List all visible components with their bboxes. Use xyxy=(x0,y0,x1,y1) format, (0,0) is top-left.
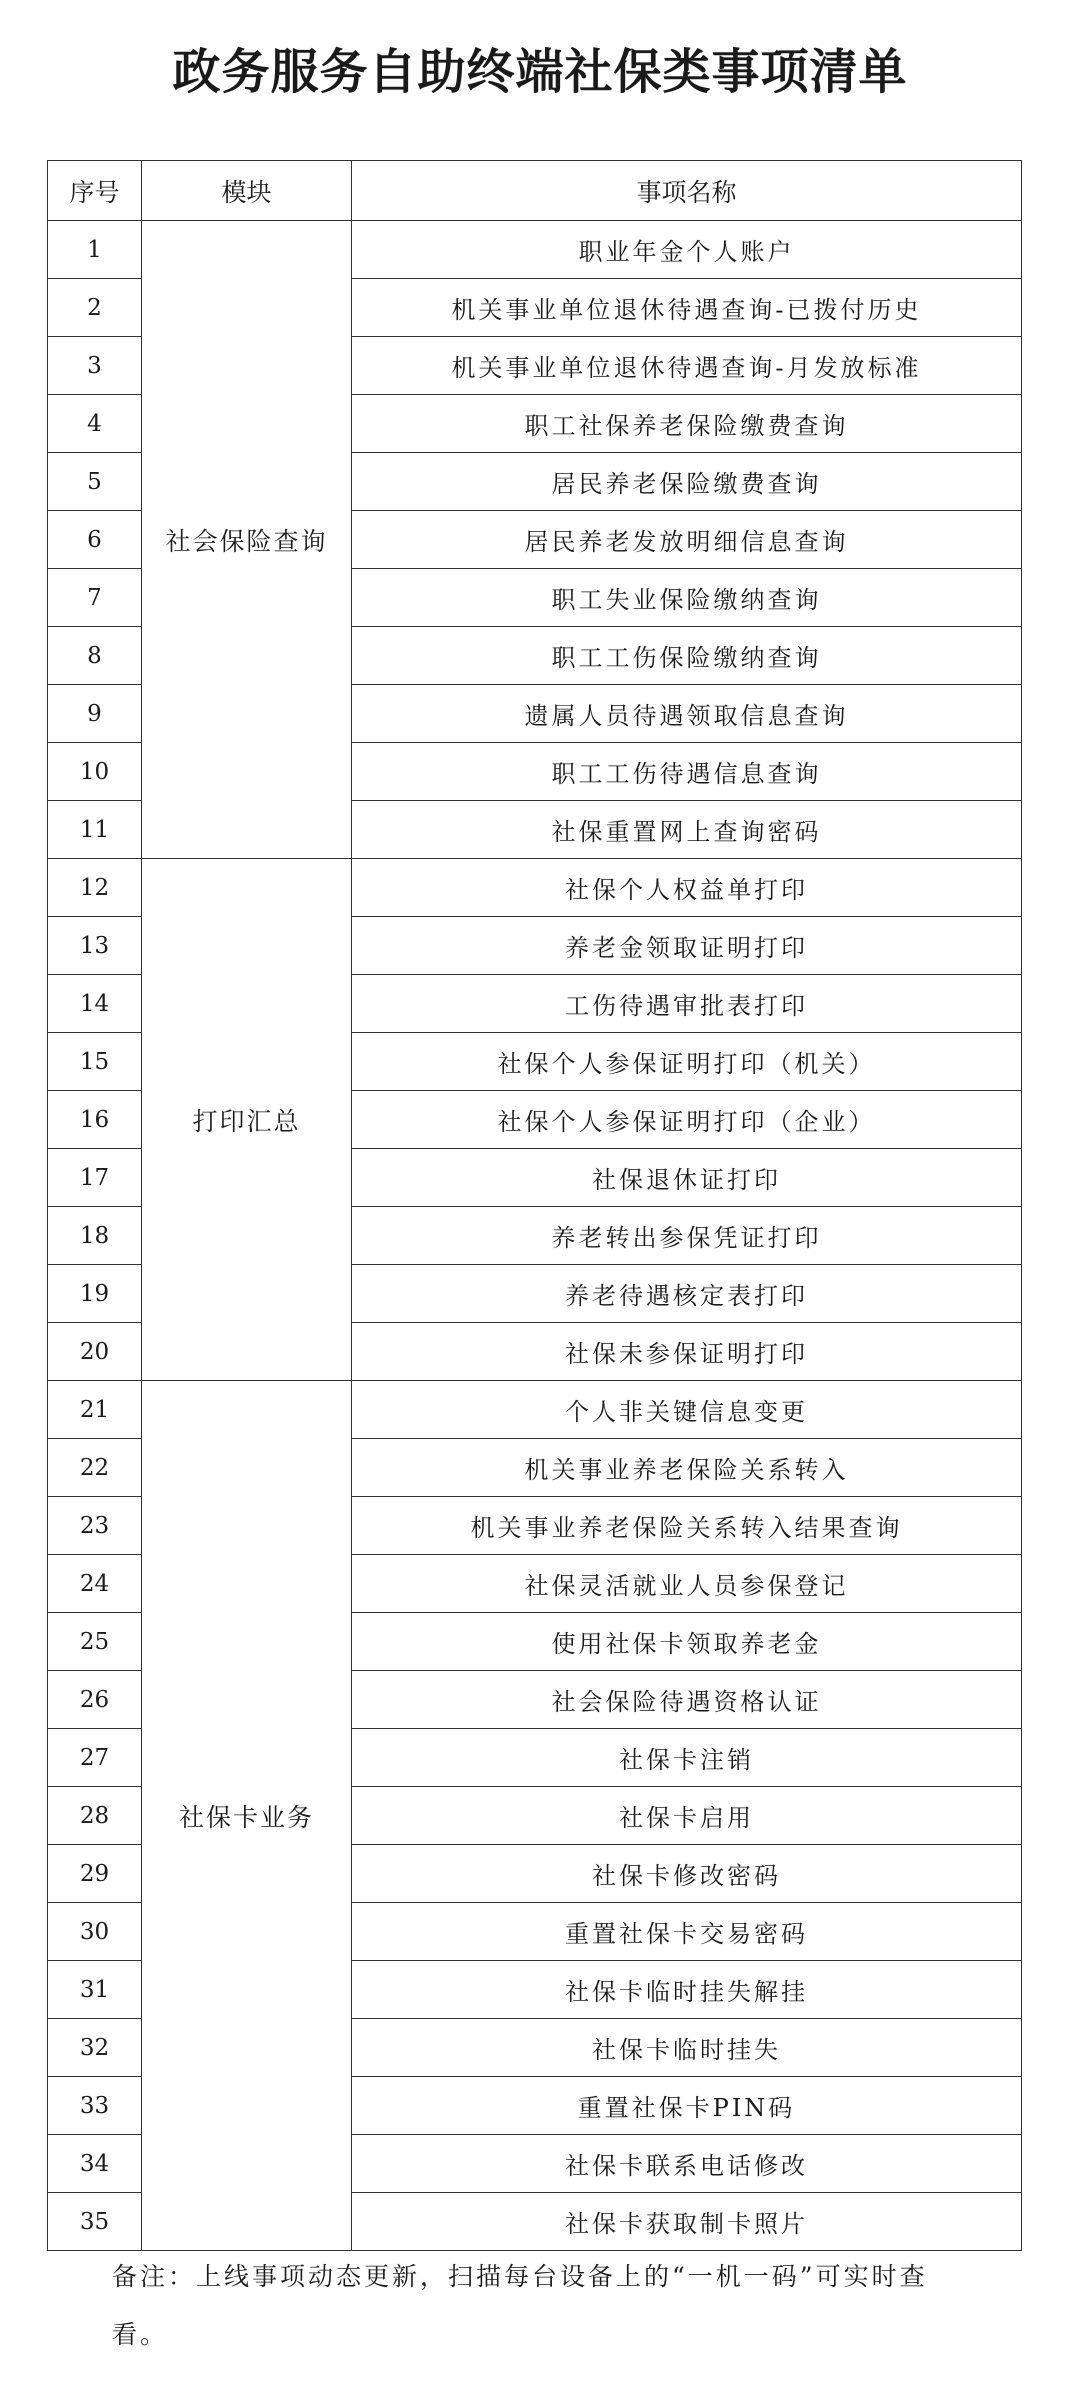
row-number: 12 xyxy=(48,859,142,917)
row-number: 2 xyxy=(48,279,142,337)
row-number: 11 xyxy=(48,801,142,859)
row-number: 16 xyxy=(48,1091,142,1149)
item-name: 社保个人参保证明打印（机关） xyxy=(352,1033,1022,1091)
page-title: 政务服务自助终端社保类事项清单 xyxy=(172,44,908,100)
item-name: 社保卡注销 xyxy=(352,1729,1022,1787)
item-name: 职工社保养老保险缴费查询 xyxy=(352,395,1022,453)
row-number: 20 xyxy=(48,1323,142,1381)
row-number: 24 xyxy=(48,1555,142,1613)
item-name: 社保卡获取制卡照片 xyxy=(352,2193,1022,2251)
row-number: 30 xyxy=(48,1903,142,1961)
item-name: 职业年金个人账户 xyxy=(352,221,1022,279)
item-name: 个人非关键信息变更 xyxy=(352,1381,1022,1439)
row-number: 4 xyxy=(48,395,142,453)
item-name: 职工工伤保险缴纳查询 xyxy=(352,627,1022,685)
row-number: 28 xyxy=(48,1787,142,1845)
item-name: 职工工伤待遇信息查询 xyxy=(352,743,1022,801)
item-name: 居民养老发放明细信息查询 xyxy=(352,511,1022,569)
module-cell: 社保卡业务 xyxy=(142,1381,352,2251)
items-table xyxy=(47,160,1022,2251)
module-cell: 社会保险查询 xyxy=(142,221,352,859)
row-number: 13 xyxy=(48,917,142,975)
item-name: 社保个人参保证明打印（企业） xyxy=(352,1091,1022,1149)
row-number: 33 xyxy=(48,2077,142,2135)
item-name: 使用社保卡领取养老金 xyxy=(352,1613,1022,1671)
row-number: 3 xyxy=(48,337,142,395)
row-number: 23 xyxy=(48,1497,142,1555)
row-number: 7 xyxy=(48,569,142,627)
item-name: 社保卡临时挂失解挂 xyxy=(352,1961,1022,2019)
table-body xyxy=(48,221,1022,2251)
item-name: 社保重置网上查询密码 xyxy=(352,801,1022,859)
row-number: 14 xyxy=(48,975,142,1033)
row-number: 1 xyxy=(48,221,142,279)
table-header-row xyxy=(48,161,1022,221)
row-number: 10 xyxy=(48,743,142,801)
row-number: 6 xyxy=(48,511,142,569)
item-name: 机关事业养老保险关系转入 xyxy=(352,1439,1022,1497)
item-name: 机关事业养老保险关系转入结果查询 xyxy=(352,1497,1022,1555)
item-name: 机关事业单位退休待遇查询-月发放标准 xyxy=(352,337,1022,395)
item-name: 社保个人权益单打印 xyxy=(352,859,1022,917)
item-name: 工伤待遇审批表打印 xyxy=(352,975,1022,1033)
item-name: 社会保险待遇资格认证 xyxy=(352,1671,1022,1729)
item-name: 居民养老保险缴费查询 xyxy=(352,453,1022,511)
row-number: 34 xyxy=(48,2135,142,2193)
item-name: 社保退休证打印 xyxy=(352,1149,1022,1207)
module-cell: 打印汇总 xyxy=(142,859,352,1381)
item-name: 养老金领取证明打印 xyxy=(352,917,1022,975)
row-number: 17 xyxy=(48,1149,142,1207)
header-no: 序号 xyxy=(48,161,142,221)
item-name: 重置社保卡交易密码 xyxy=(352,1903,1022,1961)
row-number: 26 xyxy=(48,1671,142,1729)
item-name: 机关事业单位退休待遇查询-已拨付历史 xyxy=(352,279,1022,337)
item-name: 社保卡联系电话修改 xyxy=(352,2135,1022,2193)
row-number: 27 xyxy=(48,1729,142,1787)
table-row xyxy=(48,221,1022,279)
item-name: 职工失业保险缴纳查询 xyxy=(352,569,1022,627)
row-number: 31 xyxy=(48,1961,142,2019)
item-name: 社保未参保证明打印 xyxy=(352,1323,1022,1381)
item-name: 遗属人员待遇领取信息查询 xyxy=(352,685,1022,743)
table-row xyxy=(48,1381,1022,1439)
row-number: 18 xyxy=(48,1207,142,1265)
row-number: 22 xyxy=(48,1439,142,1497)
item-name: 重置社保卡PIN码 xyxy=(352,2077,1022,2135)
row-number: 8 xyxy=(48,627,142,685)
row-number: 15 xyxy=(48,1033,142,1091)
item-name: 社保卡临时挂失 xyxy=(352,2019,1022,2077)
item-name: 社保卡修改密码 xyxy=(352,1845,1022,1903)
row-number: 21 xyxy=(48,1381,142,1439)
header-name: 事项名称 xyxy=(352,161,1022,221)
header-module: 模块 xyxy=(142,161,352,221)
footnote: 备注：上线事项动态更新，扫描每台设备上的“一机一码”可实时查看。 xyxy=(112,2262,928,2349)
item-name: 养老待遇核定表打印 xyxy=(352,1265,1022,1323)
row-number: 19 xyxy=(48,1265,142,1323)
item-name: 社保卡启用 xyxy=(352,1787,1022,1845)
item-name: 养老转出参保凭证打印 xyxy=(352,1207,1022,1265)
item-name: 社保灵活就业人员参保登记 xyxy=(352,1555,1022,1613)
row-number: 35 xyxy=(48,2193,142,2251)
row-number: 25 xyxy=(48,1613,142,1671)
table-row xyxy=(48,859,1022,917)
row-number: 32 xyxy=(48,2019,142,2077)
row-number: 29 xyxy=(48,1845,142,1903)
row-number: 9 xyxy=(48,685,142,743)
row-number: 5 xyxy=(48,453,142,511)
